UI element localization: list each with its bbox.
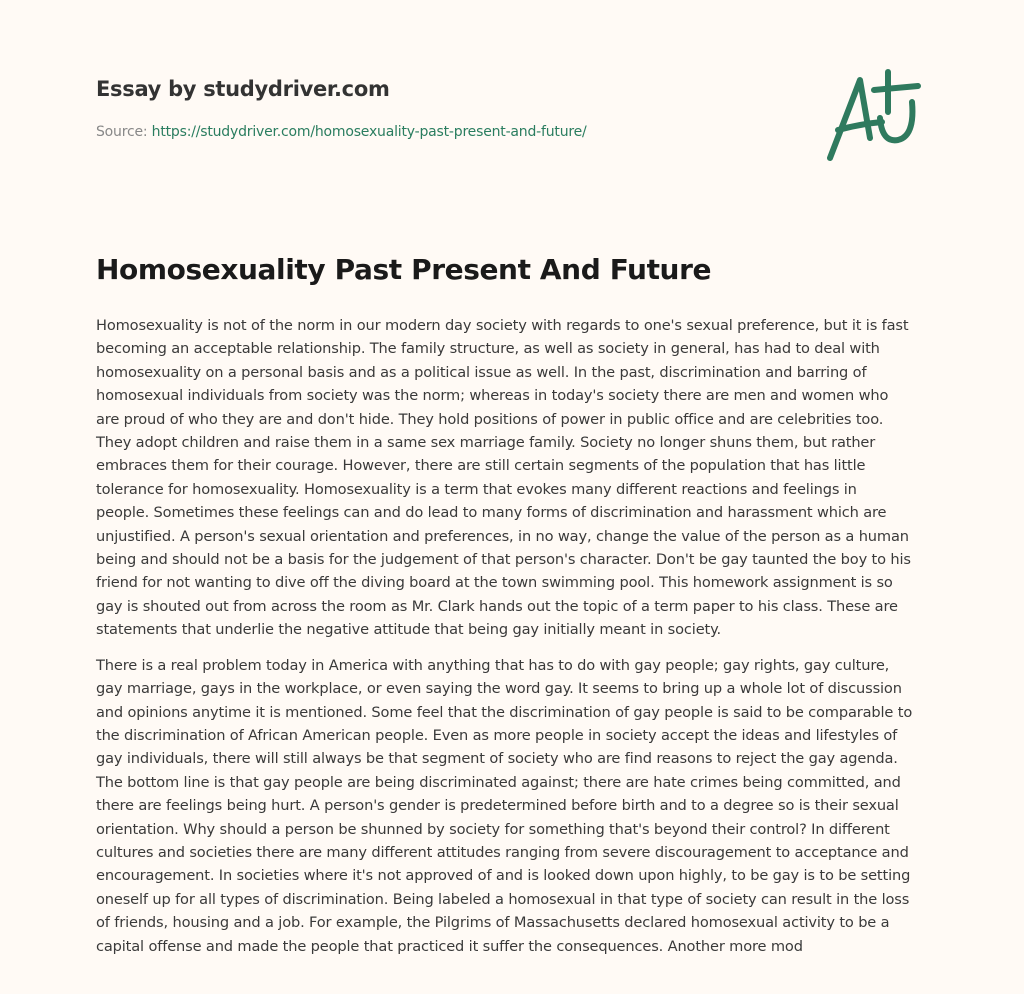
source-line [96,124,587,140]
essay-paragraph [96,654,946,958]
paragraph-line: embraces them for their courage. However, there are still certain segments of the population that has little [96,457,866,475]
source-label: Source: [96,124,148,140]
paragraph-line: of friends, housing and a job. For example, the Pilgrims of Massachusetts declared homosexual activity to be a [96,914,890,932]
paragraph-line: becoming an acceptable relationship. The family structure, as well as society in general, has had to deal with [96,340,880,358]
paragraph-line: homosexuality on a personal basis and as a political issue as well. In the past, discrimination and barring of [96,363,867,381]
paragraph-line: tolerance for homosexuality. Homosexuality is a term that evokes many different reactions and feelings in [96,480,857,498]
paragraph-line: capital offense and made the people that practiced it suffer the consequences. Another more mod [96,937,803,955]
paragraph-line: cultures and societies there are many different attitudes ranging from severe discouragement to acceptance and [96,843,909,861]
essay-body [96,314,946,970]
paragraph-line: there are feelings being hurt. A person's gender is predetermined before birth and to a degree so is their sexual [96,797,899,815]
source-link[interactable]: https://studydriver.com/homosexuality-past-present-and-future/ [151,124,587,140]
paragraph-line: are proud of who they are and don't hide. They hold positions of power in public office and are celebrities too. [96,410,884,428]
paragraph-line: being and should not be a basis for the judgement of that person's character. Don't be gay taunted the boy to his [96,551,911,569]
paragraph-line: statements that underlie the negative attitude that being gay initially meant in society. [96,621,721,639]
paragraph-line: people. Sometimes these feelings can and do lead to many forms of discrimination and harassment which are [96,504,887,522]
paragraph-line: the discrimination of African American people. Even as more people in society accept the ideas and lifestyles of [96,726,898,744]
site-title: Essay by studydriver.com [96,77,390,101]
paragraph-line: gay individuals, there will still always be that segment of society who are find reasons to reject the gay agenda. [96,750,898,768]
paragraph-line: The bottom line is that gay people are being discriminated against; there are hate crimes being committed, and [96,773,901,791]
paragraph-line: homosexual individuals from society was the norm; whereas in today's society there are men and women who [96,387,889,405]
paragraph-line: gay is shouted out from across the room as Mr. Clark hands out the topic of a term paper to his class. These are [96,597,898,615]
a-plus-logo-icon [820,68,930,168]
paragraph-line: They adopt children and raise them in a same sex marriage family. Society no longer shuns them, but rather [96,434,876,452]
paragraph-line: gay marriage, gays in the workplace, or even saying the word gay. It seems to bring up a whole lot of discussion [96,680,902,698]
paragraph-line: and opinions anytime it is mentioned. Some feel that the discrimination of gay people is said to be comparable to [96,703,913,721]
paragraph-line: oneself up for all types of discrimination. Being labeled a homosexual in that type of society can result in the loss [96,890,910,908]
paragraph-line: Homosexuality is not of the norm in our modern day society with regards to one's sexual preference, but it is fast [96,317,909,334]
paragraph-line: There is a real problem today in America with anything that has to do with gay people; gay rights, gay culture, [96,656,890,674]
essay-paragraph [96,314,946,642]
paragraph-line: encouragement. In societies where it's not approved of and is looked down upon highly, to be gay is to be setting [96,867,911,885]
paragraph-line: unjustified. A person's sexual orientation and preferences, in no way, change the value of the person as a human [96,527,909,545]
paragraph-line: friend for not wanting to dive off the diving board at the town swimming pool. This homework assignment is so [96,574,893,592]
paragraph-line: orientation. Why should a person be shunned by society for something that's beyond their control? In different [96,820,890,838]
essay-title: Homosexuality Past Present And Future [96,253,712,286]
